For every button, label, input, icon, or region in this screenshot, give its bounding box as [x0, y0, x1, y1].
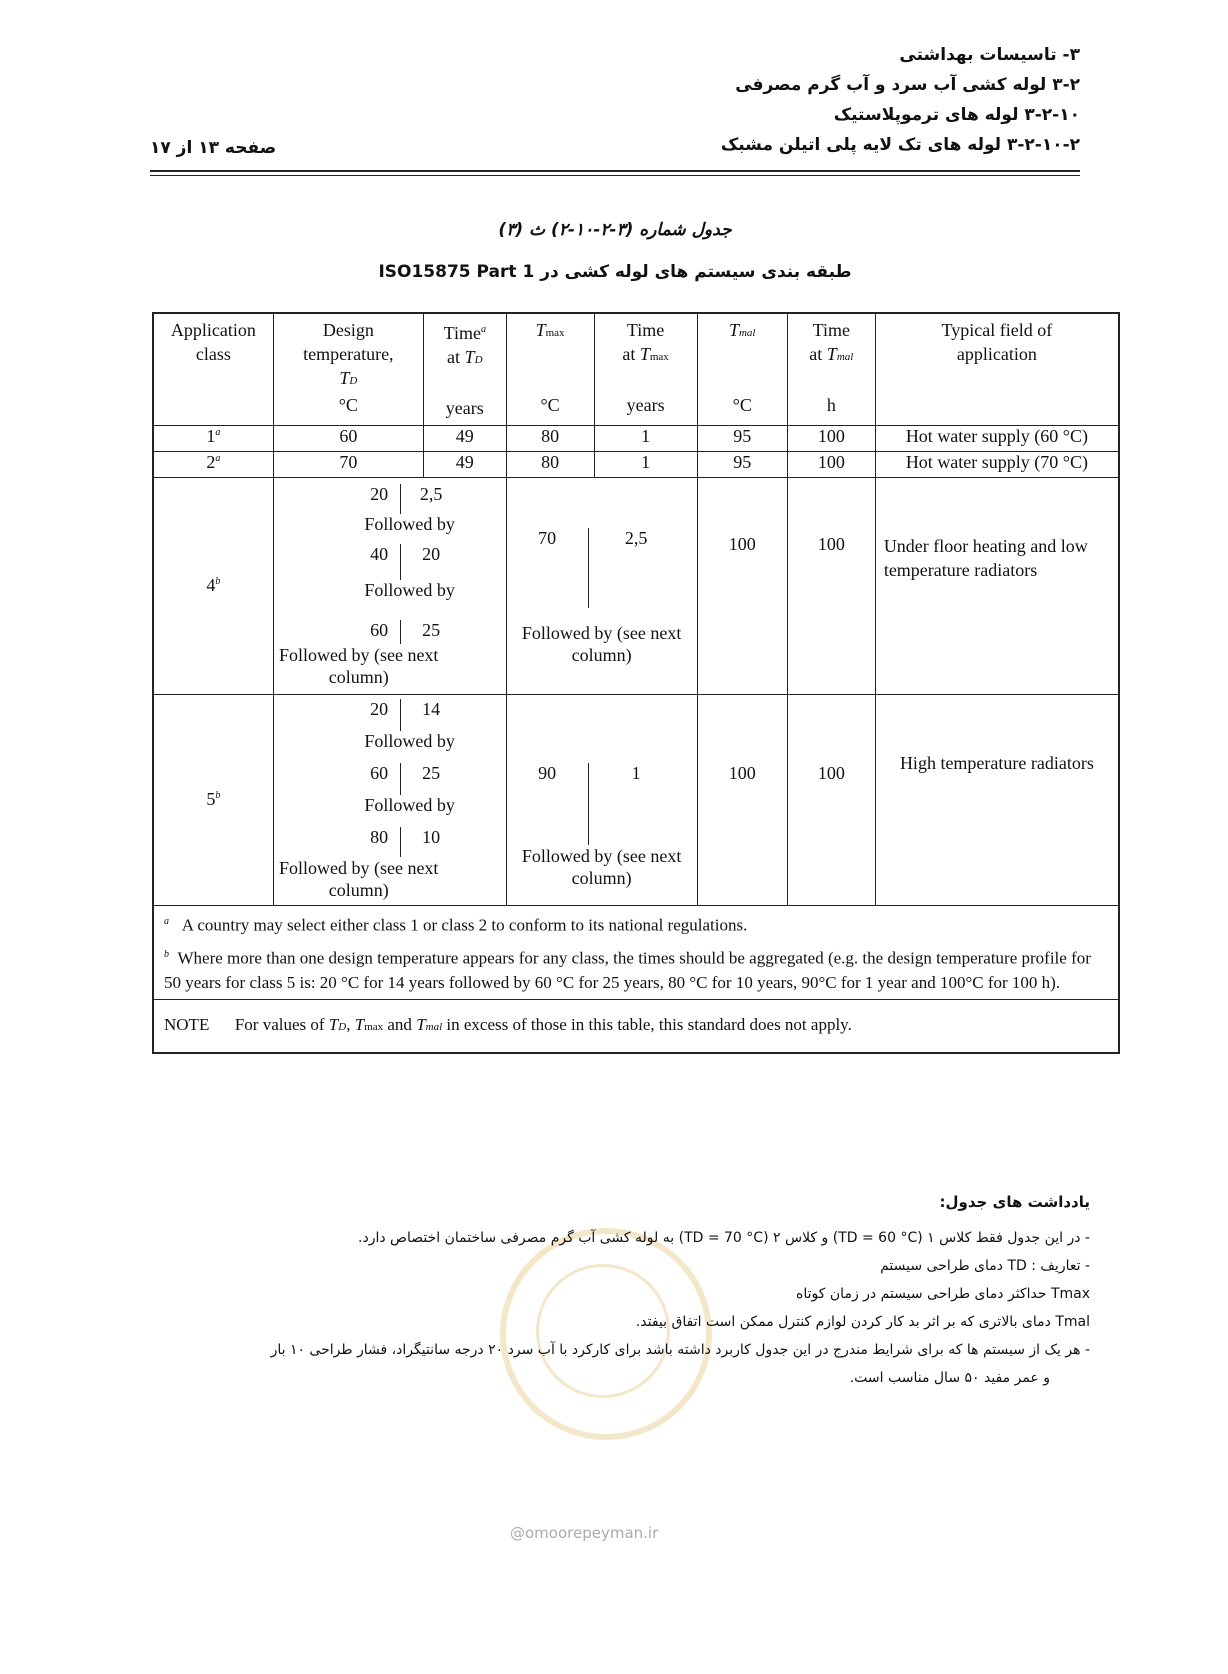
col-header-time-td: Time$^a$ at TD years [423, 313, 506, 425]
table-row-class-2: 2$^a$ 70 49 80 1 95 100 Hot water supply (70 °C) [153, 451, 1119, 477]
table-row-class-4: 4$^b$ 20 2,5 Followed by 40 20 Followed by 60 25 Followed by (see next column) 70 2,5 Followed by (see next column) 100 100 Under floor heating and low temperature radiators [153, 477, 1119, 694]
classification-table [152, 312, 1120, 1054]
notes-heading: یادداشت های جدول: [939, 1193, 1090, 1211]
table-caption: جدول شماره (۳-۲-۱۰-۲) ث (۳) [498, 220, 732, 240]
note-row: NOTE For values of TD, Tmax and Tmal in excess of those in this table, this standard does not apply. [153, 999, 1119, 1053]
header-row [153, 313, 1119, 425]
note-line-1: - در این جدول فقط کلاس ۱ (TD = 60 °C) و کلاس ۲ (TD = 70 °C) به لوله کشی آب گرم مصرفی ساختمان اختصاص دارد. [358, 1230, 1090, 1246]
table-row-class-1: 1$^a$ 60 49 80 1 95 100 Hot water supply (60 °C) [153, 425, 1119, 451]
footnote-a: $^a$ A country may select either class 1 or class 2 to conform to its national regulations. [164, 915, 748, 935]
note-line-5: - هر یک از سیستم ها که برای شرایط مندرج در این جدول کاربرد داشته باشد برای کارکرد با آب سرد ۲۰ درجه سانتیگراد، فشار طراحی ۱۰ بار [270, 1342, 1090, 1358]
header-line-4: ۳-۲-۱۰-۲ لوله های تک لایه پلی اتیلن مشبک [720, 135, 1080, 155]
col-header-class: Application class [153, 313, 273, 425]
design-profile-class-5: 20 14 Followed by 60 25 Followed by 80 10 Followed by (see next column) [273, 694, 506, 905]
note-line-3: Tmax حداکثر دمای طراحی سیستم در زمان کوتاه [796, 1286, 1090, 1302]
header-line-1: ۳- تاسیسات بهداشتی [899, 45, 1080, 65]
col-header-time-tmal: Time at Tmal h [787, 313, 875, 425]
header-divider-thin [150, 175, 1080, 176]
tmax-profile-class-4: 70 2,5 Followed by (see next column) [506, 477, 697, 694]
col-header-field: Typical field of application [875, 313, 1119, 425]
col-header-time-tmax: Time at Tmax years [594, 313, 697, 425]
watermark-site: @omoorepeyman.ir [510, 1524, 659, 1542]
footnote-b: $^b$ Where more than one design temperature appears for any class, the times should be aggregated (e.g. the design temperature profile for 50 years for class 5 is: 20 °C for 14 years followed by 60 °C for 25 years, 80 °C for 10 years, 90°C for 1 year and 100°C for 100 h). [164, 948, 1091, 992]
header-line-3: ۳-۲-۱۰ لوله های ترموپلاستیک [833, 105, 1080, 125]
header-breadcrumb [150, 40, 1080, 160]
header-divider [150, 170, 1080, 172]
tmax-profile-class-5: 90 1 Followed by (see next column) [506, 694, 697, 905]
col-header-tmal: Tmal °C [697, 313, 787, 425]
table-subtitle: طبقه بندی سیستم های لوله کشی در ISO15875 Part 1 [378, 262, 852, 282]
table-notes [170, 1188, 1090, 1392]
page-header [150, 40, 1080, 160]
header-line-2: ۳-۲ لوله کشی آب سرد و آب گرم مصرفی [735, 75, 1080, 95]
col-header-tmax: Tmax °C [506, 313, 594, 425]
page-number: صفحه ۱۳ از ۱۷ [150, 138, 277, 158]
col-header-design-temp: Design temperature, TD °C [273, 313, 423, 425]
table-row-class-5: 5$^b$ 20 14 Followed by 60 25 Followed by 80 10 Followed by (see next column) 90 1 Followed by (see next column) 100 100 High temperature radiators [153, 694, 1119, 905]
footnotes-row [153, 905, 1119, 999]
note-line-6: و عمر مفید ۵۰ سال مناسب است. [849, 1370, 1050, 1386]
design-profile-class-4: 20 2,5 Followed by 40 20 Followed by 60 25 Followed by (see next column) [273, 477, 506, 694]
note-line-2: - تعاریف : TD دمای طراحی سیستم [880, 1258, 1090, 1274]
note-line-4: Tmal دمای بالاتری که بر اثر بد کار کردن لوازم کنترل ممکن است اتفاق بیفتد. [635, 1314, 1090, 1330]
